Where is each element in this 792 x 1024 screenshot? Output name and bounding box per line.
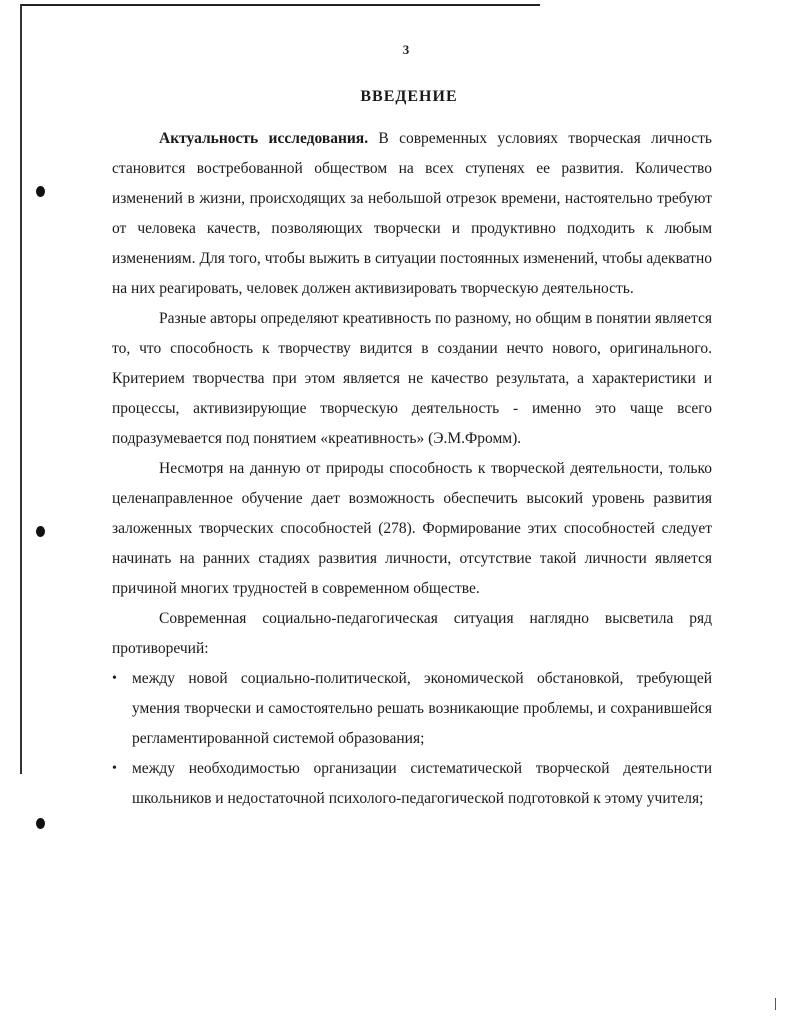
page-title: ВВЕДЕНИЕ xyxy=(360,88,458,105)
paragraph-lead: Актуальность исследования. xyxy=(159,130,369,147)
scan-border-left xyxy=(20,4,22,774)
bullet-icon: • xyxy=(112,761,117,776)
paragraph-education: Несмотря на данную от природы способность к творческой деятельности, только целенаправленное обучение дает возможность обеспечить высокий уровень развития заложенных творческих способностей (278). Формирование этих способностей следует начинать на ранних стадиях развития личности, отсутствие такой личности является причиной многих трудностей в современном обществе. xyxy=(112,460,712,597)
page-number: 3 xyxy=(402,42,410,57)
list-item-text: между необходимостью организации систематической творческой деятельности школьников и недостаточной психолого-педагогической подготовкой к этому учителя; xyxy=(132,760,712,807)
paragraph-relevance xyxy=(112,124,712,304)
document-body xyxy=(112,124,712,814)
list-item xyxy=(110,664,712,754)
list-item-text: между новой социально-политической, экономической обстановкой, требующей умения творчески и самостоятельно решать возникающие проблемы, и сохранившейся регламентированной системой образования; xyxy=(132,670,712,747)
binder-hole-mark xyxy=(36,186,45,197)
paragraph-contradictions: Современная социально-педагогическая ситуация наглядно высветила ряд противоречий: xyxy=(112,610,712,657)
scan-mark-right xyxy=(775,998,776,1010)
list-item xyxy=(110,754,712,814)
binder-hole-mark xyxy=(36,526,45,537)
paragraph-creativity: Разные авторы определяют креативность по разному, но общим в понятии является то, что способность к творчеству видится в создании нечто нового, оригинального. Критерием творчества при этом является не качество результата, а характеристики и процессы, активизирующие творческую деятельность - именно это чаще всего подразумевается под понятием «креативность» (Э.М.Фромм). xyxy=(112,310,712,447)
paragraph-text: В современных условиях творческая личность становится востребованной обществом на всех ступенях ее развития. Количество изменений в жизни, происходящих за небольшой отрезок времени, настоятельно требуют от человека качеств, позволяющих творчески и продуктивно подходить к любым изменениям. Для того, чтобы выжить в ситуации постоянных изменений, чтобы адекватно на них реагировать, человек должен активизировать творческую деятельность. xyxy=(112,130,712,297)
binder-hole-mark xyxy=(36,818,45,829)
bullet-icon: • xyxy=(112,671,117,686)
contradictions-list xyxy=(112,664,712,814)
scan-border-top xyxy=(20,4,540,6)
